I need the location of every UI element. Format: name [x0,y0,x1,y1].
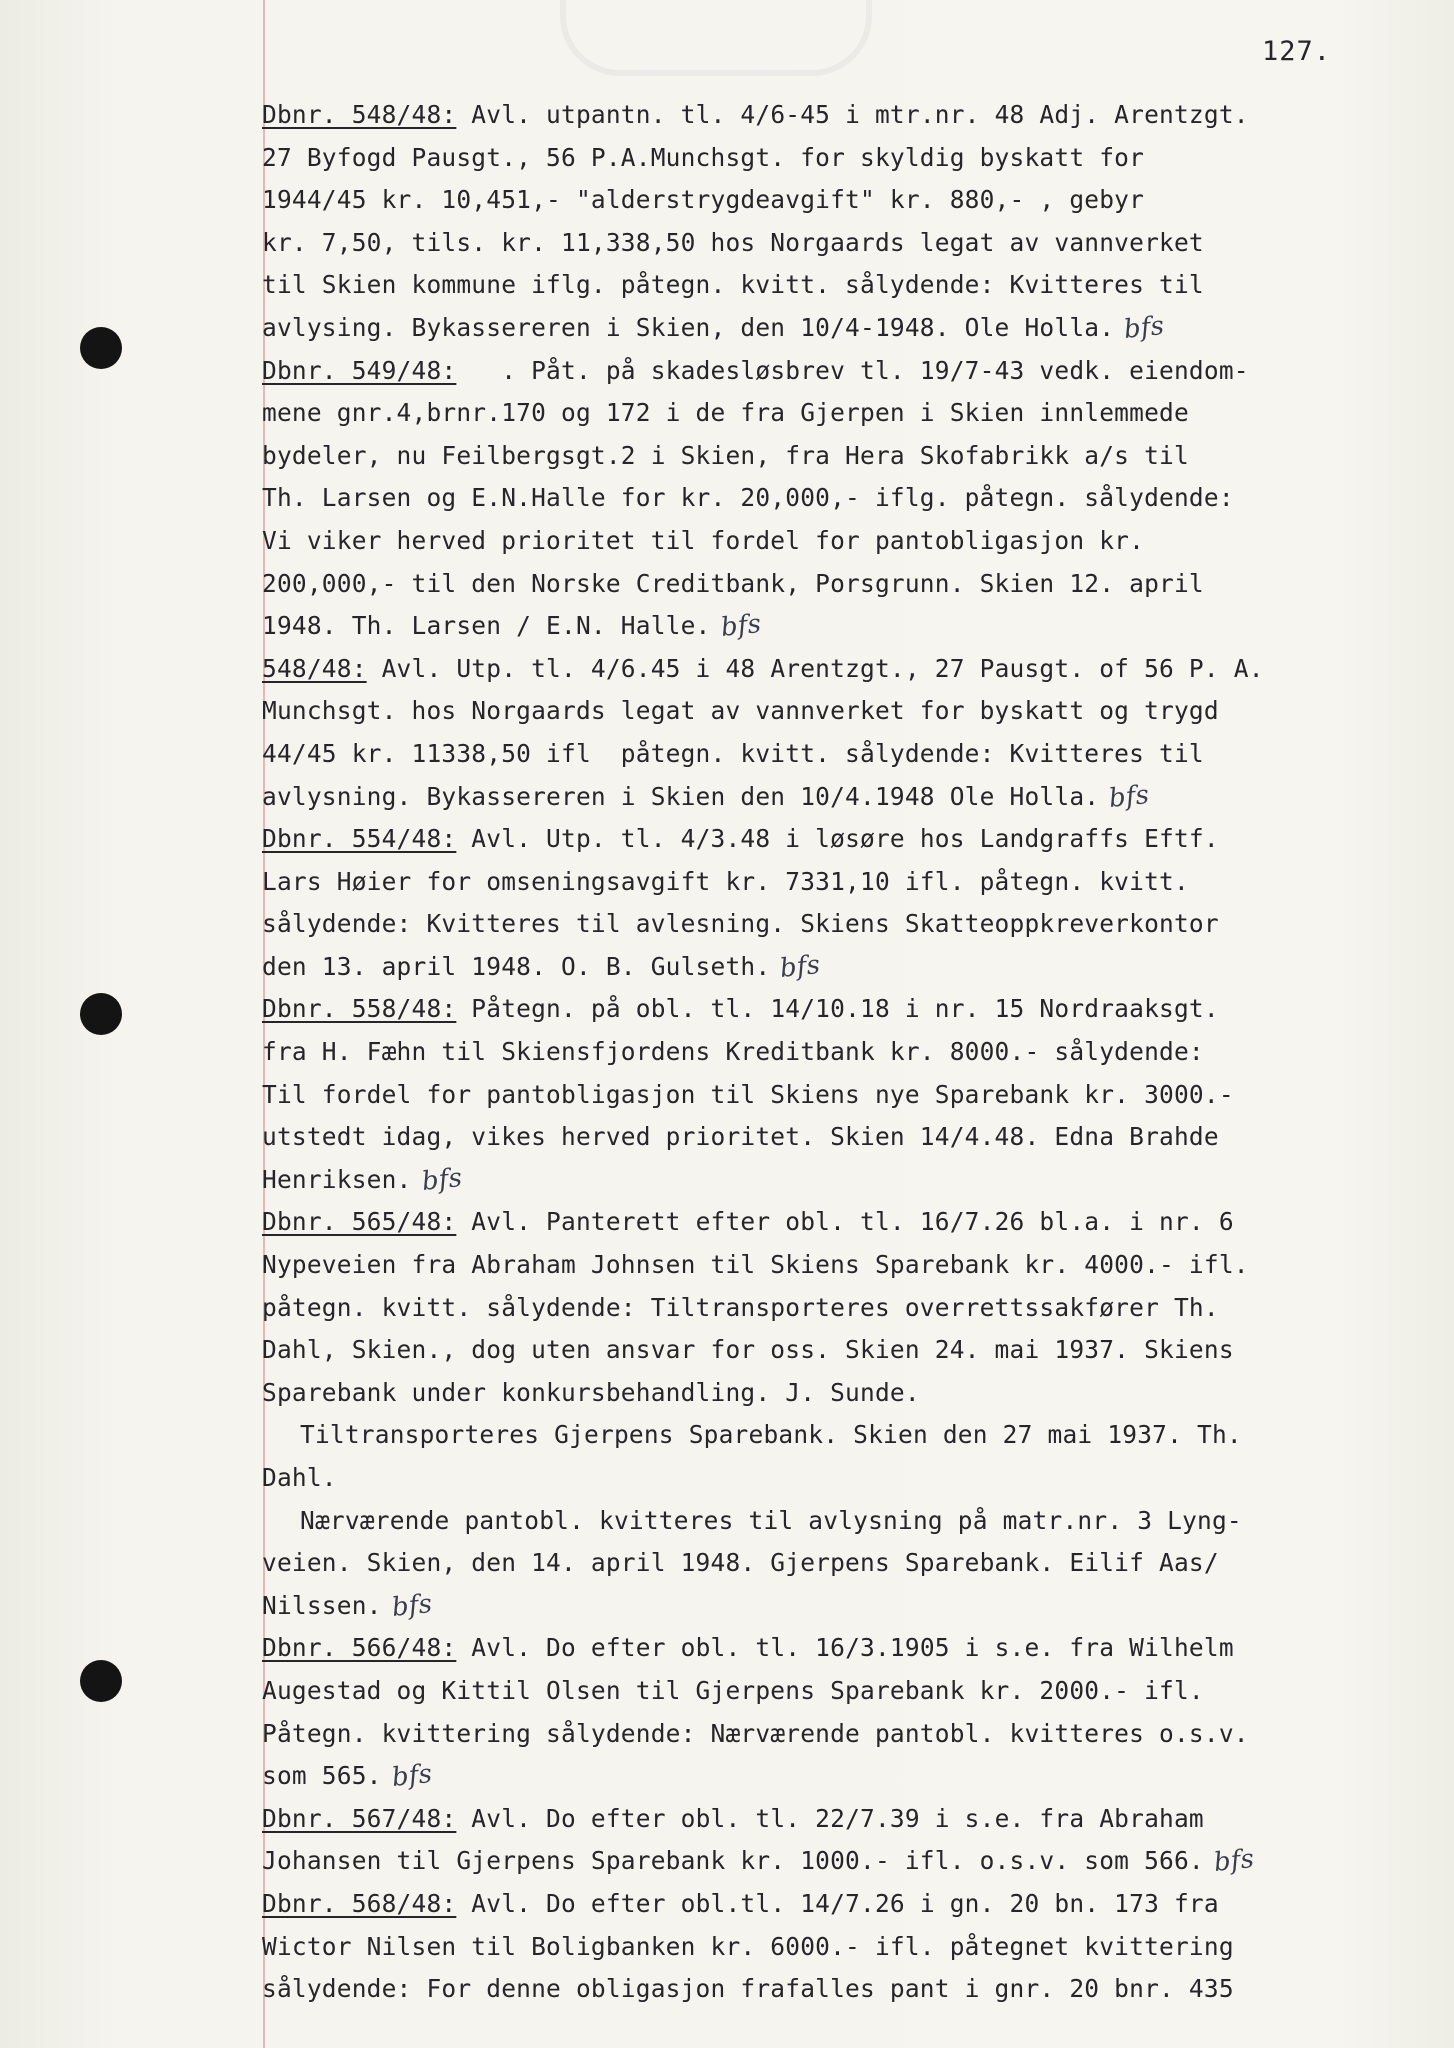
entry-text: Henriksen. [262,1164,412,1194]
text-line [262,1457,1432,1500]
entry-text: bydeler, nu Feilbergsgt.2 i Skien, fra Hera Skofabrikk a/s til [262,440,1189,470]
entry-text: sålydende: For denne obligasjon frafalles pant i gnr. 20 bnr. 435 [262,1974,1234,2004]
entry-text: Th. Larsen og E.N.Halle for kr. 20,000,- iflg. påtegn. sålydende: [262,483,1234,513]
entry-reference: Dbnr. 567/48: [262,1803,457,1833]
entry-text: Avl. Do efter obl. tl. 16/3.1905 i s.e. fra Wilhelm [456,1633,1234,1663]
entry-text: sålydende: Kvitteres til avlesning. Skiens Skatteoppkreverkontor [262,909,1219,939]
entry-reference: Dbnr. 558/48: [262,994,457,1024]
text-line [262,605,1432,648]
entry-text: Vi viker herved prioritet til fordel for pantobligasjon kr. [262,525,1145,555]
text-line [262,1585,1432,1628]
text-line [262,690,1432,733]
text-line [262,1329,1432,1372]
text-line [262,477,1432,520]
text-line [262,1798,1432,1841]
entry-text: Nilssen. [262,1590,382,1620]
text-line [262,1116,1432,1159]
text-line [262,1713,1432,1756]
text-line [262,563,1432,606]
text-line [262,1755,1432,1798]
text-line [262,1883,1432,1926]
entry-text: Tiltransporteres Gjerpens Sparebank. Skien den 27 mai 1937. Th. [300,1420,1242,1450]
text-line [262,1542,1432,1585]
entry-text: 27 Byfogd Pausgt., 56 P.A.Munchsgt. for skyldig byskatt for [262,142,1145,172]
faint-stamp-bleedthrough [560,0,872,76]
entry-text: 1948. Th. Larsen / E.N. Halle. [262,611,711,641]
text-line [262,1372,1432,1415]
text-line [262,818,1432,861]
entry-reference: Dbnr. 548/48: [262,100,457,129]
text-line [262,1627,1432,1670]
ledger-text [262,94,1432,2011]
entry-reference: Dbnr. 554/48: [262,824,457,854]
punch-hole [80,993,122,1035]
entry-text: mene gnr.4,brnr.170 og 172 i de fra Gjerpen i Skien innlemmede [262,398,1189,428]
entry-text: Munchsgt. hos Norgaards legat av vannverket for byskatt og trygd [262,696,1219,726]
entry-reference: Dbnr. 566/48: [262,1633,457,1663]
entry-text: fra H. Fæhn til Skiensfjordens Kreditbank kr. 8000.- sålydende: [262,1037,1204,1067]
entry-text: Sparebank under konkursbehandling. J. Sunde. [262,1377,920,1407]
handwritten-initials: bfs [390,1759,434,1794]
text-line [262,1414,1432,1457]
entry-text: utstedt idag, vikes herved prioritet. Skien 14/4.48. Edna Brahde [262,1122,1219,1152]
text-line [262,1840,1432,1883]
text-line [262,179,1432,222]
entry-text: Avl. Do efter obl. tl. 22/7.39 i s.e. fra Abraham [456,1803,1204,1833]
text-line [262,1500,1432,1543]
handwritten-initials: bfs [1107,779,1151,814]
entry-text: Nærværende pantobl. kvitteres til avlysning på matr.nr. 3 Lyng- [300,1505,1242,1535]
entry-text: påtegn. kvitt. sålydende: Tiltransporteres overrettssakfører Th. [262,1292,1219,1322]
entry-text: Augestad og Kittil Olsen til Gjerpens Sparebank kr. 2000.- ifl. [262,1675,1204,1705]
text-line [262,988,1432,1031]
entry-text: Lars Høier for omseningsavgift kr. 7331,10 ifl. påtegn. kvitt. [262,866,1189,896]
text-line [262,1244,1432,1287]
text-line [262,1670,1432,1713]
entry-text: avlysning. Bykassereren i Skien den 10/4.1948 Ole Holla. [262,781,1100,811]
text-line [262,648,1432,691]
handwritten-initials: bfs [1212,1844,1256,1879]
text-line [262,776,1432,819]
entry-text: Avl. Utp. tl. 4/6.45 i 48 Arentzgt., 27 Pausgt. of 56 P. A. [366,653,1264,683]
entry-text: Johansen til Gjerpens Sparebank kr. 1000.- ifl. o.s.v. som 566. [262,1846,1204,1876]
text-line [262,1287,1432,1330]
text-line [262,1968,1432,2011]
text-line [262,264,1432,307]
text-line [262,137,1432,180]
handwritten-initials: bfs [719,609,763,644]
text-line [262,435,1432,478]
entry-text: Wictor Nilsen til Boligbanken kr. 6000.- ifl. påtegnet kvittering [262,1931,1234,1961]
punch-hole [80,1660,122,1702]
punch-hole [80,327,122,369]
page-number: 127. [1262,36,1332,67]
entry-text: 200,000,- til den Norske Creditbank, Porsgrunn. Skien 12. april [262,568,1204,598]
handwritten-initials: bfs [420,1162,464,1197]
handwritten-initials: bfs [390,1588,434,1623]
text-line [262,1074,1432,1117]
entry-text: Avl. utpantn. tl. 4/6-45 i mtr.nr. 48 Adj. Arentzgt. [456,100,1249,129]
text-line [262,1926,1432,1969]
entry-reference: 548/48: [262,653,367,683]
entry-text: som 565. [262,1761,382,1791]
entry-text: avlysing. Bykassereren i Skien, den 10/4-1948. Ole Holla. [262,312,1115,342]
text-line [262,392,1432,435]
entry-text: 44/45 kr. 11338,50 ifl påtegn. kvitt. sålydende: Kvitteres til [262,738,1204,768]
entry-text: veien. Skien, den 14. april 1948. Gjerpens Sparebank. Eilif Aas/ [262,1548,1219,1578]
text-line [262,1159,1432,1202]
handwritten-initials: bfs [778,949,822,984]
entry-text: kr. 7,50, tils. kr. 11,338,50 hos Norgaards legat av vannverket [262,227,1204,257]
entry-text: til Skien kommune iflg. påtegn. kvitt. sålydende: Kvitteres til [262,270,1204,300]
entry-text: Avl. Do efter obl.tl. 14/7.26 i gn. 20 bn. 173 fra [456,1888,1219,1918]
entry-reference: Dbnr. 565/48: [262,1207,457,1237]
entry-text: Avl. Utp. tl. 4/3.48 i løsøre hos Landgraffs Eftf. [456,824,1219,854]
text-line [262,1031,1432,1074]
entry-text: Dahl, Skien., dog uten ansvar for oss. Skien 24. mai 1937. Skiens [262,1335,1234,1365]
entry-reference: Dbnr. 549/48: [262,355,457,385]
entry-text: Avl. Panterett efter obl. tl. 16/7.26 bl.a. i nr. 6 [456,1207,1234,1237]
text-line [262,903,1432,946]
entry-text: . Påt. på skadesløsbrev tl. 19/7-43 vedk. eiendom- [456,355,1249,385]
text-line [262,733,1432,776]
entry-text: Nypeveien fra Abraham Johnsen til Skiens Sparebank kr. 4000.- ifl. [262,1250,1249,1280]
entry-text: 1944/45 kr. 10,451,- "alderstrygdeavgift" kr. 880,- , gebyr [262,185,1145,215]
text-line [262,307,1432,350]
entry-reference: Dbnr. 568/48: [262,1888,457,1918]
handwritten-initials: bfs [1122,310,1166,345]
text-line [262,350,1432,393]
entry-text: Dahl. [262,1463,337,1492]
text-line [262,222,1432,265]
text-line [262,861,1432,904]
text-line [262,946,1432,989]
entry-text: Til fordel for pantobligasjon til Skiens nye Sparebank kr. 3000.- [262,1079,1234,1109]
entry-text: Påtegn. på obl. tl. 14/10.18 i nr. 15 Nordraaksgt. [456,994,1219,1024]
text-line [262,94,1432,137]
text-line [262,520,1432,563]
entry-text: den 13. april 1948. O. B. Gulseth. [262,951,771,981]
text-line [262,1201,1432,1244]
entry-text: Påtegn. kvittering sålydende: Nærværende pantobl. kvitteres o.s.v. [262,1718,1249,1748]
